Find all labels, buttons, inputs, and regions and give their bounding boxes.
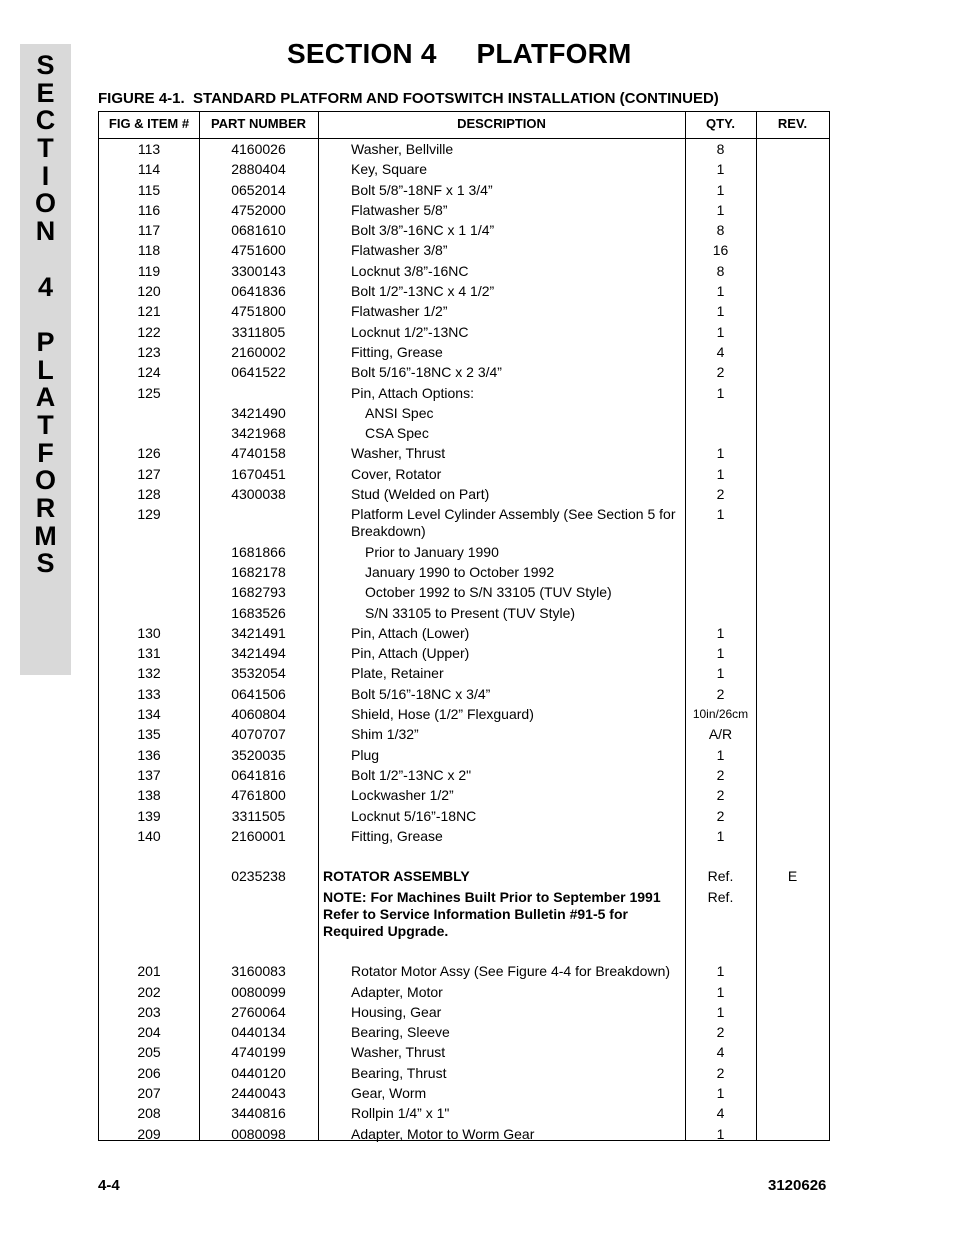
part-number-cell: 3532054 [231, 665, 286, 682]
part-number-cell: 0235238 [231, 868, 286, 885]
description-cell: Bolt 5/16”-18NC x 3/4” [351, 685, 491, 702]
side-tab-letter: C [35, 105, 56, 136]
header-part-number: PART NUMBER [210, 116, 307, 131]
part-number-cell: 4300038 [231, 486, 286, 503]
side-tab-letter: P [36, 326, 55, 357]
description-cell: Gear, Worm [351, 1085, 427, 1102]
header-fig-item: FIG & ITEM # [108, 116, 190, 131]
description-cell: Lockwasher 1/2” [351, 787, 454, 804]
fig-item-cell: 123 [137, 343, 161, 360]
table-row [99, 825, 829, 845]
description-cell: Washer, Thrust [351, 1044, 446, 1061]
qty-cell: Ref. [707, 868, 734, 885]
fig-item-cell: 203 [137, 1003, 161, 1020]
fig-item-cell: 204 [137, 1024, 161, 1041]
table-row [99, 179, 829, 199]
table-row [99, 138, 829, 158]
description-cell: Locknut 1/2”-13NC [351, 323, 469, 340]
part-number-cell: 4751600 [231, 242, 286, 259]
table-row [99, 642, 829, 662]
table-row [99, 260, 829, 280]
fig-item-cell: 139 [137, 807, 161, 824]
qty-cell: 1 [716, 746, 725, 763]
description-cell: Stud (Welded on Part) [351, 486, 490, 503]
part-number-cell: 2760064 [231, 1003, 286, 1020]
table-row [99, 940, 829, 960]
part-number-cell: 4751800 [231, 303, 286, 320]
table-row [99, 382, 829, 402]
table-row [99, 1041, 829, 1061]
side-tab-letter: F [37, 437, 54, 468]
table-row [99, 1001, 829, 1021]
qty-cell: A/R [708, 726, 733, 743]
fig-item-cell: 125 [137, 384, 161, 401]
table-row [99, 622, 829, 642]
part-number-cell: 1681866 [231, 543, 286, 560]
description-cell: ROTATOR ASSEMBLY [323, 868, 470, 885]
description-cell: Plate, Retainer [351, 665, 444, 682]
description-cell: Adapter, Motor to Worm Gear [351, 1125, 535, 1142]
qty-cell: 1 [716, 303, 725, 320]
part-number-cell: 1683526 [231, 604, 286, 621]
figure-title: FIGURE 4-1. STANDARD PLATFORM AND FOOTSWITCH INSTALLATION (CONTINUED) [98, 90, 719, 107]
description-cell: Shim 1/32” [351, 726, 419, 743]
part-number-cell: 3160083 [231, 963, 286, 980]
qty-cell: 1 [716, 1003, 725, 1020]
part-number-cell: 4761800 [231, 787, 286, 804]
table-row [99, 1062, 829, 1082]
part-number-cell: 4160026 [231, 141, 286, 157]
table-row [99, 886, 829, 940]
fig-item-cell: 137 [137, 766, 161, 783]
part-number-cell: 3421968 [231, 425, 286, 442]
part-number-cell: 0080099 [231, 983, 286, 1000]
description-cell: Housing, Gear [351, 1003, 442, 1020]
fig-item-cell: 113 [137, 141, 161, 157]
part-number-cell: 0641816 [231, 766, 286, 783]
side-tab-letter [20, 246, 71, 274]
table-row [99, 581, 829, 601]
qty-cell: 8 [716, 262, 725, 279]
table-row [99, 764, 829, 784]
table-row [99, 503, 829, 540]
part-number-cell: 0080098 [231, 1125, 286, 1142]
table-row [99, 158, 829, 178]
qty-cell: 1 [716, 181, 725, 198]
qty-cell: 2 [716, 1024, 725, 1041]
qty-cell: 1 [716, 201, 725, 218]
part-number-cell: 3421490 [231, 404, 286, 421]
table-row [99, 723, 829, 743]
qty-cell: 1 [716, 506, 725, 523]
description-cell: Bolt 5/16”-18NC x 2 3/4” [351, 364, 502, 381]
fig-item-cell: 131 [137, 645, 161, 662]
qty-cell: 2 [716, 364, 725, 381]
side-tab-letter: A [35, 382, 56, 413]
table-row [99, 219, 829, 239]
qty-cell: 4 [716, 343, 725, 360]
description-cell: Washer, Thrust [351, 445, 446, 462]
rev-cell: E [787, 868, 798, 885]
fig-item-cell: 119 [137, 262, 161, 279]
fig-item-cell: 115 [137, 181, 161, 198]
description-cell: Plug [351, 746, 380, 763]
table-row [99, 865, 829, 885]
fig-item-cell: 206 [137, 1064, 161, 1081]
qty-cell: 1 [716, 1125, 725, 1142]
table-row [99, 683, 829, 703]
table-row [99, 442, 829, 462]
fig-item-cell: 201 [137, 963, 161, 980]
description-cell: NOTE: For Machines Built Prior to September 1991 Refer to Service Information Bulletin #91-5 for Required Upgrade. [323, 888, 661, 939]
qty-cell: 1 [716, 323, 725, 340]
qty-cell: 1 [716, 161, 725, 178]
description-cell: Pin, Attach (Lower) [351, 624, 470, 641]
table-row [99, 662, 829, 682]
description-cell: Prior to January 1990 [365, 543, 499, 560]
part-number-cell: 2160002 [231, 343, 286, 360]
part-number-cell: 3421494 [231, 645, 286, 662]
qty-cell: 1 [716, 384, 725, 401]
side-tab-letter: S [36, 50, 55, 80]
table-row [99, 239, 829, 259]
document-number: 3120626 [768, 1177, 827, 1194]
fig-item-cell: 120 [137, 283, 161, 300]
qty-cell: 2 [716, 486, 725, 503]
part-number-cell: 4070707 [231, 726, 286, 743]
qty-cell: 1 [716, 665, 725, 682]
fig-item-cell: 133 [137, 685, 161, 702]
qty-cell: 8 [716, 141, 725, 157]
part-number-cell: 1682178 [231, 563, 286, 580]
table-row [99, 561, 829, 581]
header-qty: QTY. [706, 116, 735, 131]
description-cell: Rotator Motor Assy (See Figure 4-4 for Breakdown) [351, 963, 671, 980]
parts-table [98, 111, 830, 1141]
part-number-cell: 0440134 [231, 1024, 286, 1041]
description-cell: October 1992 to S/N 33105 (TUV Style) [365, 584, 612, 601]
description-cell: Locknut 5/16”-18NC [351, 807, 477, 824]
description-cell: January 1990 to October 1992 [365, 563, 555, 580]
description-cell: Pin, Attach Options: [351, 384, 474, 401]
side-tab-letter: O [34, 188, 56, 219]
header-rev: REV. [777, 116, 808, 131]
table-row [99, 845, 829, 865]
fig-item-cell: 124 [137, 364, 161, 381]
description-cell: Bolt 3/8”-16NC x 1 1/4” [351, 222, 495, 239]
fig-item-cell: 138 [137, 787, 161, 804]
description-cell: Rollpin 1/4” x 1" [351, 1105, 450, 1122]
part-number-cell: 0641506 [231, 685, 286, 702]
table-row [99, 1021, 829, 1041]
fig-item-cell: 135 [137, 726, 161, 743]
part-number-cell: 0641836 [231, 283, 286, 300]
side-tab-letter: S [36, 548, 55, 579]
fig-item-cell: 209 [137, 1125, 161, 1142]
part-number-cell: 2440043 [231, 1085, 286, 1102]
fig-item-cell: 116 [137, 201, 161, 218]
side-tab-letter: 4 [37, 271, 54, 302]
qty-cell: 1 [716, 827, 725, 844]
qty-cell: 1 [716, 1085, 725, 1102]
part-number-cell: 3311805 [231, 323, 286, 340]
description-cell: Key, Square [351, 161, 428, 178]
fig-item-cell: 202 [137, 983, 161, 1000]
table-row [99, 463, 829, 483]
description-cell: Locknut 3/8”-16NC [351, 262, 469, 279]
fig-item-cell: 118 [137, 242, 161, 259]
part-number-cell: 0652014 [231, 181, 286, 198]
header-description: DESCRIPTION [457, 116, 546, 131]
qty-cell: 16 [712, 242, 729, 259]
table-row [99, 1082, 829, 1102]
description-cell: Flatwasher 5/8” [351, 201, 448, 218]
table-body [99, 138, 829, 1143]
fig-item-cell: 122 [137, 323, 161, 340]
part-number-cell: 3300143 [231, 262, 286, 279]
fig-item-cell: 130 [137, 624, 161, 641]
description-cell: Fitting, Grease [351, 343, 443, 360]
description-cell: Bolt 1/2”-13NC x 2" [351, 766, 472, 783]
fig-item-cell: 136 [137, 746, 161, 763]
description-cell: Flatwasher 1/2” [351, 303, 448, 320]
qty-cell: 2 [716, 1064, 725, 1081]
part-number-cell: 4740199 [231, 1044, 286, 1061]
table-row [99, 784, 829, 804]
description-cell: Bolt 1/2”-13NC x 4 1/2” [351, 283, 495, 300]
qty-cell: Ref. [707, 888, 734, 905]
description-cell: Bolt 5/8”-18NF x 1 3/4” [351, 181, 493, 198]
table-row [99, 300, 829, 320]
fig-item-cell: 126 [137, 445, 161, 462]
description-cell: Shield, Hose (1/2” Flexguard) [351, 706, 534, 723]
part-number-cell: 0440120 [231, 1064, 286, 1081]
description-cell: CSA Spec [365, 425, 429, 442]
description-cell: Bearing, Sleeve [351, 1024, 450, 1041]
side-tab-letter: E [36, 77, 55, 108]
side-tab-letter: T [37, 409, 54, 440]
side-tab-letter: T [37, 133, 54, 164]
part-number-cell: 3311505 [231, 807, 286, 824]
qty-cell: 1 [716, 445, 725, 462]
fig-item-cell: 128 [137, 486, 161, 503]
description-cell: Flatwasher 3/8” [351, 242, 448, 259]
table-row [99, 402, 829, 422]
fig-item-cell: 207 [137, 1085, 161, 1102]
fig-item-cell: 132 [137, 665, 161, 682]
fig-item-cell: 114 [137, 161, 161, 178]
qty-cell: 2 [716, 787, 725, 804]
side-tab-letter [20, 301, 71, 329]
side-tab-letter: L [37, 354, 54, 385]
description-cell: Bearing, Thrust [351, 1064, 447, 1081]
description-cell: Pin, Attach (Upper) [351, 645, 470, 662]
part-number-cell: 4060804 [231, 706, 286, 723]
part-number-cell: 3421491 [231, 624, 286, 641]
description-cell: Adapter, Motor [351, 983, 443, 1000]
side-tab-letter: O [34, 465, 56, 496]
side-tab-letter: I [41, 160, 50, 191]
part-number-cell: 2880404 [231, 161, 286, 178]
table-row [99, 1102, 829, 1122]
table-row [99, 422, 829, 442]
fig-item-cell: 129 [137, 506, 161, 523]
table-row [99, 321, 829, 341]
qty-cell: 1 [716, 465, 725, 482]
side-tab-letter: M [34, 520, 57, 551]
part-number-cell: 0641522 [231, 364, 286, 381]
table-row [99, 361, 829, 381]
side-tab-letter: R [35, 493, 56, 523]
table-row [99, 199, 829, 219]
page-number: 4-4 [98, 1177, 120, 1194]
fig-item-cell: 208 [137, 1105, 161, 1122]
description-cell: Platform Level Cylinder Assembly (See Section 5 for Breakdown) [351, 506, 676, 540]
qty-cell: 1 [716, 963, 725, 980]
table-row [99, 981, 829, 1001]
fig-item-cell: 117 [137, 222, 161, 239]
section-side-tab [20, 44, 71, 675]
qty-cell: 2 [716, 766, 725, 783]
table-row [99, 805, 829, 825]
qty-cell: 1 [716, 624, 725, 641]
side-tab-letter: N [35, 216, 56, 247]
table-row [99, 483, 829, 503]
qty-cell: 4 [716, 1044, 725, 1061]
table-row [99, 280, 829, 300]
fig-item-cell: 134 [137, 706, 161, 723]
table-row [99, 744, 829, 764]
fig-item-cell: 127 [137, 465, 161, 482]
qty-cell: 10in/26cm [692, 707, 749, 722]
part-number-cell: 1670451 [231, 465, 286, 482]
part-number-cell: 3440816 [231, 1105, 286, 1122]
description-cell: Cover, Rotator [351, 465, 442, 482]
qty-cell: 8 [716, 222, 725, 239]
description-cell: S/N 33105 to Present (TUV Style) [365, 604, 576, 621]
fig-item-cell: 205 [137, 1044, 161, 1061]
table-row [99, 602, 829, 622]
part-number-cell: 1682793 [231, 584, 286, 601]
table-row [99, 703, 829, 723]
table-row [99, 541, 829, 561]
qty-cell: 1 [716, 983, 725, 1000]
qty-cell: 1 [716, 283, 725, 300]
side-tab-letters [20, 52, 71, 578]
qty-cell: 1 [716, 645, 725, 662]
description-cell: Fitting, Grease [351, 827, 443, 844]
description-cell: Washer, Bellville [351, 141, 454, 157]
part-number-cell: 4740158 [231, 445, 286, 462]
section-title: SECTION 4 PLATFORM [287, 38, 632, 69]
table-row [99, 1123, 829, 1143]
table-row [99, 341, 829, 361]
part-number-cell: 3520035 [231, 746, 286, 763]
fig-item-cell: 140 [137, 827, 161, 844]
description-cell: ANSI Spec [365, 404, 434, 421]
part-number-cell: 2160001 [231, 827, 286, 844]
part-number-cell: 0681610 [231, 222, 286, 239]
qty-cell: 2 [716, 685, 725, 702]
qty-cell: 4 [716, 1105, 725, 1122]
table-row [99, 960, 829, 980]
part-number-cell: 4752000 [231, 201, 286, 218]
qty-cell: 2 [716, 807, 725, 824]
fig-item-cell: 121 [137, 303, 161, 320]
